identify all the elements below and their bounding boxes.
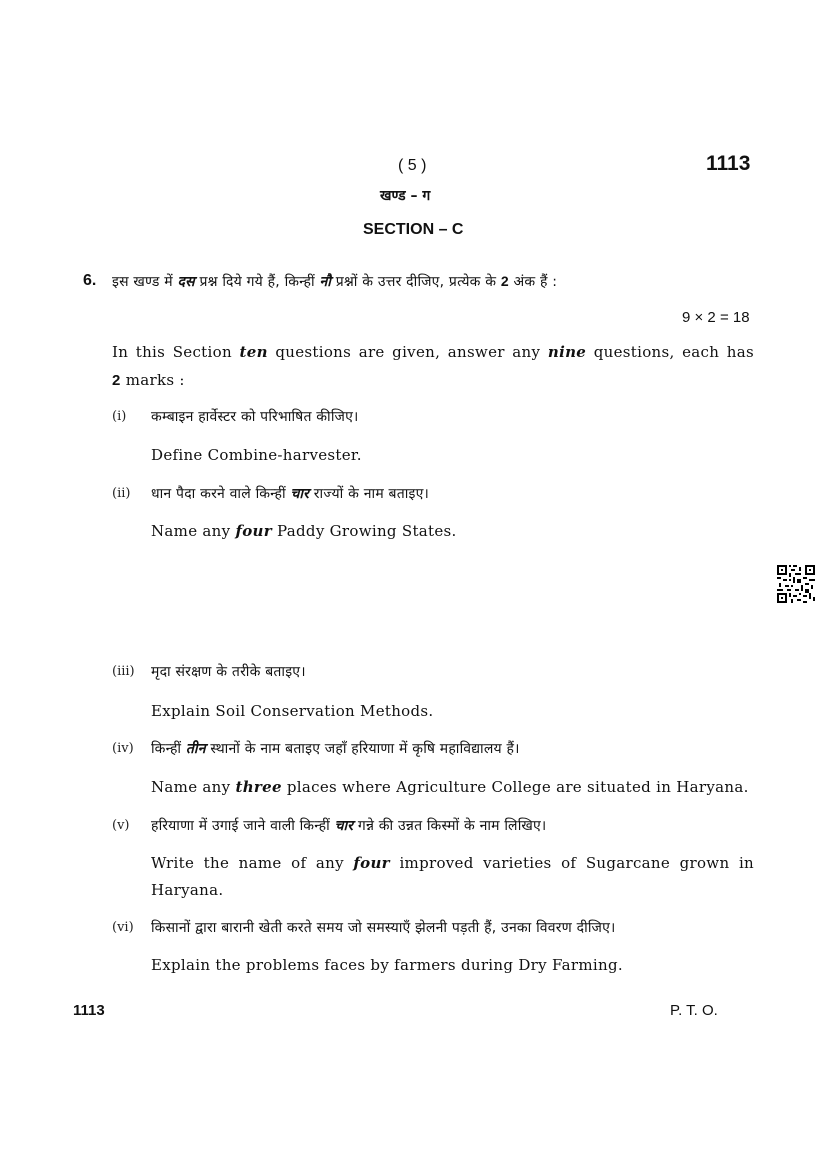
english-part: places where Agriculture College are situated in Haryana.	[286, 778, 749, 796]
hindi-emphasis: तीन	[185, 741, 206, 757]
hindi-emphasis: चार	[334, 818, 354, 834]
paper-code-footer: 1113	[73, 1002, 105, 1019]
english-emphasis: three	[235, 778, 282, 796]
hindi-intro-nine: नौ	[319, 274, 332, 290]
hindi-part: राज्यों के नाम बताइए।	[313, 486, 430, 502]
subquestion-label: (iii)	[112, 664, 135, 679]
hindi-intro-part: इस खण्ड में	[112, 274, 173, 290]
marks-formula: 9 × 2 = 18	[682, 309, 750, 326]
hindi-part: स्थानों के नाम बताइए जहाँ हरियाणा में कृषि महाविद्यालय हैं।	[210, 741, 520, 757]
english-intro-ten: ten	[239, 343, 268, 361]
page-number: ( 5 )	[398, 157, 427, 174]
english-intro-part: In this Section	[112, 343, 232, 361]
qr-code-icon	[777, 565, 815, 603]
subquestion-english: Explain Soil Conservation Methods.	[151, 702, 434, 720]
hindi-intro-part: अंक हैं :	[513, 274, 558, 290]
hindi-intro-part: प्रश्नों के उत्तर दीजिए, प्रत्येक के	[335, 274, 497, 290]
subquestion-english-line1	[151, 854, 754, 872]
hindi-part: गन्ने की उन्नत किस्मों के नाम लिखिए।	[357, 818, 547, 834]
subquestion-label: (vi)	[112, 920, 134, 935]
question-intro-hindi	[112, 272, 557, 291]
english-intro-nine: nine	[547, 343, 587, 361]
question-intro-english-line1	[112, 343, 754, 361]
pto-label: P. T. O.	[670, 1002, 718, 1019]
question-intro-english-line2	[112, 371, 185, 389]
subquestion-label: (iv)	[112, 741, 134, 756]
english-intro-part: marks :	[125, 371, 185, 389]
english-part: Name any	[151, 778, 231, 796]
english-part: Paddy Growing States.	[277, 522, 457, 540]
hindi-emphasis: चार	[290, 486, 310, 502]
subquestion-hindi	[151, 739, 520, 758]
subquestion-hindi: मृदा संरक्षण के तरीके बताइए।	[151, 664, 306, 680]
paper-code-header: 1113	[706, 152, 751, 175]
hindi-intro-marks: 2	[500, 273, 509, 289]
hindi-part: धान पैदा करने वाले किन्हीं	[151, 486, 286, 502]
english-part: Write the name of any	[151, 854, 344, 872]
section-title-english: SECTION – C	[363, 221, 464, 238]
subquestion-label: (ii)	[112, 486, 131, 501]
english-intro-marks: 2	[112, 372, 121, 389]
subquestion-hindi: कम्बाइन हार्वेस्टर को परिभाषित कीजिए।	[151, 409, 359, 425]
english-intro-part: questions are given, answer any	[275, 343, 541, 361]
hindi-part: हरियाणा में उगाई जाने वाली किन्हीं	[151, 818, 330, 834]
subquestion-label: (v)	[112, 818, 130, 833]
subquestion-english	[151, 522, 457, 540]
subquestion-english	[151, 778, 749, 796]
hindi-part: किन्हीं	[151, 741, 182, 757]
subquestion-english: Explain the problems faces by farmers during Dry Farming.	[151, 956, 623, 974]
english-intro-part: questions, each has	[593, 343, 754, 361]
english-part: Name any	[151, 522, 231, 540]
english-part: improved varieties of Sugarcane grown in	[399, 854, 755, 872]
subquestion-hindi	[151, 484, 429, 503]
subquestion-english-line2: Haryana.	[151, 881, 224, 899]
subquestion-label: (i)	[112, 409, 127, 424]
subquestion-english: Define Combine-harvester.	[151, 446, 362, 464]
hindi-intro-part: प्रश्न दिये गये हैं, किन्हीं	[199, 274, 315, 290]
subquestion-hindi: किसानों द्वारा बारानी खेती करते समय जो समस्याएँ झेलनी पड़ती हैं, उनका विवरण दीजिए।	[151, 920, 616, 936]
subquestion-hindi	[151, 816, 546, 835]
english-emphasis: four	[353, 854, 390, 872]
english-emphasis: four	[235, 522, 272, 540]
hindi-intro-ten: दस	[177, 274, 195, 290]
question-number: 6.	[83, 272, 97, 289]
section-title-hindi: खण्ड – ग	[380, 188, 431, 204]
